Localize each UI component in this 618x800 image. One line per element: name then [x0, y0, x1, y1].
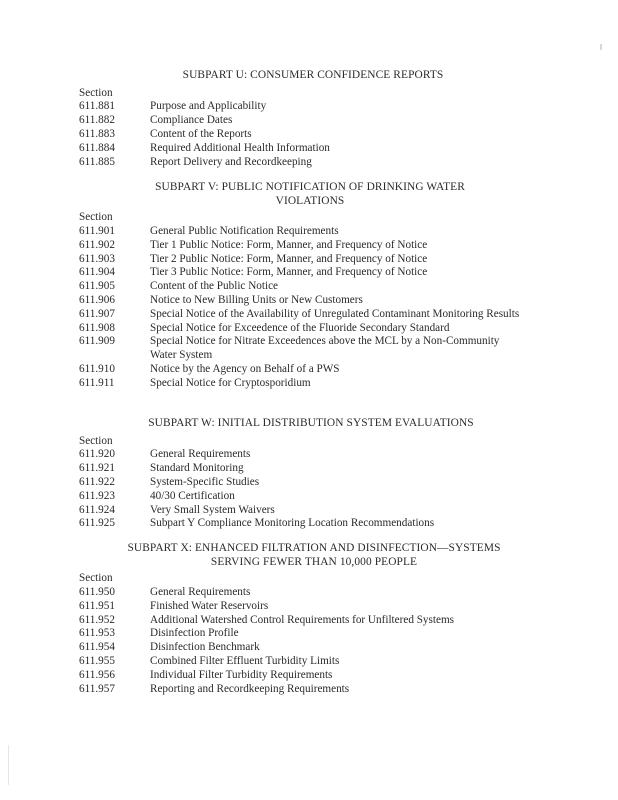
section-number: 611.955 [79, 654, 115, 667]
section-title: Reporting and Recordkeeping Requirements [150, 682, 350, 695]
section-number: 611.908 [79, 321, 115, 334]
section-number: 611.921 [79, 462, 115, 475]
list-item [0, 225, 618, 239]
subpart-w [0, 417, 618, 531]
section-number: 611.885 [79, 155, 115, 168]
section-number: 611.910 [79, 362, 115, 375]
list-item [0, 100, 618, 114]
section-title: System-Specific Studies [150, 475, 260, 488]
section-title: Disinfection Profile [150, 627, 239, 640]
section-title: Required Additional Health Information [150, 141, 330, 154]
subpart-v [0, 181, 618, 391]
list-item [0, 669, 618, 683]
section-title: Combined Filter Effluent Turbidity Limits [150, 654, 340, 667]
section-number: 611.950 [79, 585, 115, 598]
section-number: 611.924 [79, 503, 115, 516]
section-title: 40/30 Certification [150, 489, 235, 502]
section-title: Finished Water Reservoirs [150, 599, 269, 612]
section-title: Special Notice for Nitrate Exceedences above the MCL by a Non-Community Water System [150, 335, 500, 362]
section-number: 611.925 [79, 517, 115, 530]
section-title: Standard Monitoring [150, 462, 244, 475]
section-label: Section [79, 434, 113, 447]
section-number: 611.902 [79, 238, 115, 251]
list-item [0, 627, 618, 641]
section-title: Purpose and Applicability [150, 100, 267, 113]
list-item [0, 142, 618, 156]
section-number: 611.903 [79, 252, 115, 265]
section-title: Individual Filter Turbidity Requirements [150, 668, 333, 681]
list-item [0, 490, 618, 504]
section-title: Notice by the Agency on Behalf of a PWS [150, 362, 340, 375]
section-number: 611.920 [79, 448, 115, 461]
section-title: Report Delivery and Recordkeeping [150, 155, 312, 168]
section-title: General Public Notification Requirements [150, 224, 339, 237]
section-title: Tier 3 Public Notice: Form, Manner, and Frequency of Notice [150, 266, 428, 279]
section-number: 611.883 [79, 127, 115, 140]
list-item [0, 476, 618, 490]
section-number: 611.901 [79, 224, 115, 237]
section-number: 611.909 [79, 335, 115, 348]
section-number: 611.952 [79, 613, 115, 626]
section-title: General Requirements [150, 585, 251, 598]
list-item [0, 504, 618, 518]
list-item [0, 363, 618, 377]
section-number: 611.956 [79, 668, 115, 681]
list-item [0, 266, 618, 280]
section-number: 611.904 [79, 266, 115, 279]
list-item [0, 280, 618, 294]
list-item [0, 448, 618, 462]
section-number: 611.954 [79, 641, 115, 654]
subpart-title: SUBPART W: INITIAL DISTRIBUTION SYSTEM EVALUATIONS [148, 417, 474, 429]
scan-speck [600, 44, 602, 50]
section-number: 611.923 [79, 489, 115, 502]
section-title: Compliance Dates [150, 114, 233, 127]
section-title: Additional Watershed Control Requirements for Unfiltered Systems [150, 613, 455, 626]
section-title: Content of the Reports [150, 127, 252, 140]
list-item [0, 114, 618, 128]
section-title: Very Small System Waivers [150, 503, 275, 516]
section-number: 611.951 [79, 599, 115, 612]
list-item [0, 586, 618, 600]
section-number: 611.907 [79, 307, 115, 320]
section-number: 611.881 [79, 100, 115, 113]
section-title: Disinfection Benchmark [150, 641, 260, 654]
list-item [0, 294, 618, 308]
section-title: Tier 1 Public Notice: Form, Manner, and Frequency of Notice [150, 238, 428, 251]
section-number: 611.884 [79, 141, 115, 154]
section-number: 611.905 [79, 280, 115, 293]
section-title: Special Notice for Exceedence of the Fluoride Secondary Standard [150, 321, 450, 334]
list-item [0, 239, 618, 253]
section-number: 611.911 [79, 376, 115, 389]
subpart-u [0, 69, 618, 169]
list-item [0, 655, 618, 669]
subpart-title: SUBPART X: ENHANCED FILTRATION AND DISINFECTION—SYSTEMS SERVING FEWER THAN 10,000 PEOPLE [127, 542, 501, 568]
section-title: Special Notice for Cryptosporidium [150, 376, 311, 389]
list-item [0, 128, 618, 142]
section-title: Special Notice of the Availability of Unregulated Contaminant Monitoring Results [150, 307, 520, 320]
section-label: Section [79, 572, 113, 585]
section-number: 611.882 [79, 114, 115, 127]
subpart-title: SUBPART U: CONSUMER CONFIDENCE REPORTS [182, 69, 444, 81]
section-title: Content of the Public Notice [150, 280, 279, 293]
section-title: Subpart Y Compliance Monitoring Location Recommendations [150, 517, 435, 530]
section-label: Section [79, 211, 113, 224]
list-item [0, 517, 618, 531]
subpart-title: SUBPART V: PUBLIC NOTIFICATION OF DRINKING WATER VIOLATIONS [155, 181, 465, 207]
list-item [0, 156, 618, 170]
list-item [0, 322, 618, 336]
list-item [0, 641, 618, 655]
section-number: 611.922 [79, 475, 115, 488]
section-title: General Requirements [150, 448, 251, 461]
section-number: 611.957 [79, 682, 115, 695]
subpart-x [0, 542, 618, 696]
list-item [0, 308, 618, 322]
list-item [0, 335, 618, 363]
scan-edge-mark [8, 745, 9, 785]
list-item [0, 462, 618, 476]
list-item [0, 253, 618, 267]
list-item [0, 377, 618, 391]
section-number: 611.953 [79, 627, 115, 640]
section-title: Notice to New Billing Units or New Customers [150, 293, 363, 306]
list-item [0, 683, 618, 697]
list-item [0, 614, 618, 628]
section-label: Section [79, 86, 113, 99]
list-item [0, 600, 618, 614]
section-title: Tier 2 Public Notice: Form, Manner, and Frequency of Notice [150, 252, 428, 265]
section-number: 611.906 [79, 293, 115, 306]
